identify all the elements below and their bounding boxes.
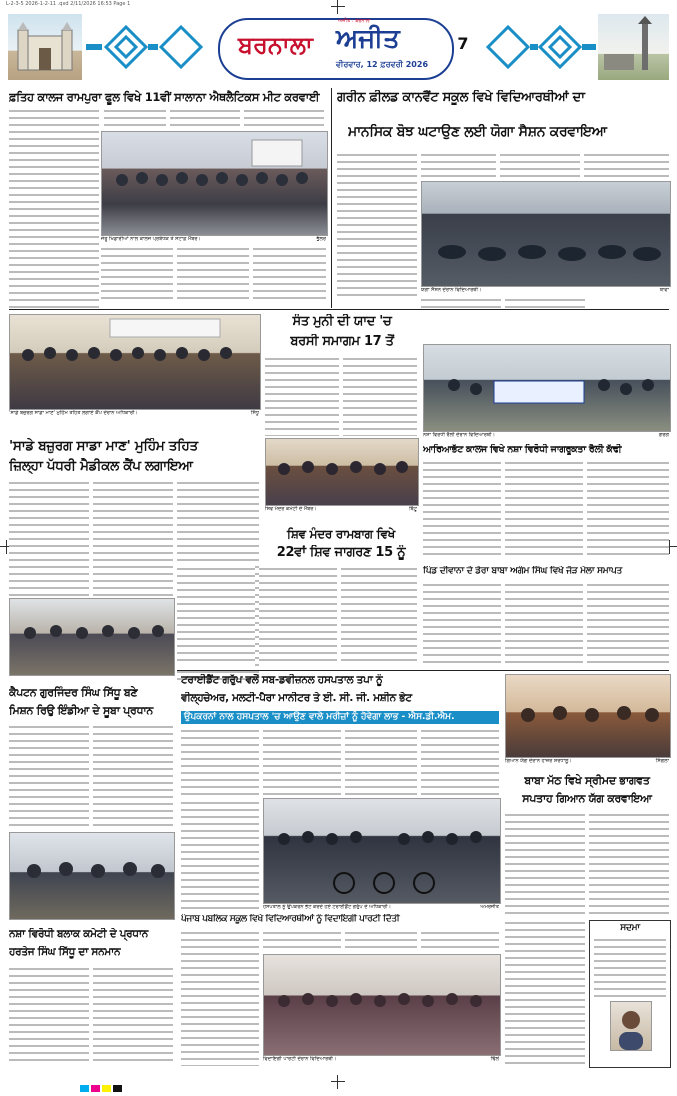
caption-text: ਜੇਤੂ ਖਿਡਾਰੀਆਂ ਨਾਲ ਕਾਲਜ ਪ੍ਰਬੰਧਕ ਤੇ ਸਟਾਫ਼ ਮੈਂਬਰ। <box>101 236 201 242</box>
caption-medical-camp <box>9 410 259 417</box>
body-green-field-1 <box>337 152 417 297</box>
headline-medical-camp: 'ਸਾਡੇ ਬਜ਼ੁਰਗ ਸਾਡਾ ਮਾਣ' ਮੁਹਿੰਮ ਤਹਿਤ <box>9 438 198 454</box>
body-baba-math-2 <box>589 812 669 918</box>
caption-trident <box>263 904 499 911</box>
body-pind-diwana-1 <box>423 582 501 668</box>
kicker-trident: ਉਪਕਰਨਾਂ ਨਾਲ ਹਸਪਤਾਲ 'ਚ ਆਉਣ ਵਾਲੇ ਮਰੀਜ਼ਾਂ ਨੂੰ ਹੋਵੇਗਾ ਲਾਭ - ਐਸ.ਡੀ.ਐਮ. <box>181 711 499 724</box>
photo-credit: ਗਰਗ <box>658 432 669 438</box>
registration-mark-top <box>331 0 345 14</box>
body-fateh-college-2 <box>104 108 166 130</box>
headline-green-field-2: ਮਾਨਸਿਕ ਬੋਝ ਘਟਾਉਣ ਲਈ ਯੋਗਾ ਸੈਸ਼ਨ ਕਰਵਾਇਆ <box>348 124 607 140</box>
body-shiv-mandir-2 <box>259 566 337 666</box>
body-fateh-college-1 <box>9 108 99 308</box>
body-punjab-public-4 <box>421 930 499 952</box>
body-rally-2 <box>505 460 583 560</box>
rally-banner-icon <box>424 345 670 431</box>
caption-green-field <box>421 287 669 294</box>
yoga-students-icon <box>422 182 670 286</box>
body-shiv-mandir-1 <box>177 566 255 666</box>
column-rule <box>331 88 332 308</box>
section-rule <box>9 309 669 310</box>
section-rule-2 <box>177 670 669 671</box>
masthead-edition-tag: ਅਜੀਤ : ਬਰਨਾਲਾ <box>338 18 371 24</box>
headline-green-field: ਗਰੀਨ ਫ਼ੀਲਡ ਕਾਨਵੈਂਟ ਸਕੂਲ ਵਿਖੇ ਵਿਦਿਆਰਥੀਆਂ ਦਾ <box>337 90 585 105</box>
masthead <box>8 14 669 82</box>
photo-rally <box>423 344 671 432</box>
caption-shiv-mandir <box>265 506 417 513</box>
body-shiv-mandir-3 <box>341 566 417 666</box>
headline-punjab-public: ਪੰਜਾਬ ਪਬਲਿਕ ਸਕੂਲ ਵਿਖੇ ਵਿਦਿਆਰਥੀਆਂ ਨੂੰ ਵਿਦਾਇਗੀ ਪਾਰਟੀ ਦਿੱਤੀ <box>181 914 400 924</box>
photo-credit: ਬਾਵਾ <box>659 287 669 293</box>
masthead-date: ਵੀਰਵਾਰ, 12 ਫ਼ਰਵਰੀ 2026 <box>336 60 429 69</box>
body-pind-diwana-3 <box>587 582 669 668</box>
body-nasha-committee-2 <box>93 966 173 1066</box>
photo-green-field <box>421 181 671 287</box>
headline-nasha-committee: ਨਸ਼ਾ ਵਿਰੋਧੀ ਬਲਾਕ ਕਮੇਟੀ ਦੇ ਪ੍ਰਧਾਨ <box>9 928 148 940</box>
phulkari-pattern-right <box>478 14 598 80</box>
obituary-photo <box>610 1001 652 1051</box>
body-punjab-public-1 <box>181 930 259 1066</box>
obituary-title: ਸਦਮਾ <box>620 923 640 933</box>
caption-text: ਯੋਗਾ ਸੈਸ਼ਨ ਦੌਰਾਨ ਵਿਦਿਆਰਥੀ। <box>421 287 482 293</box>
camp-group-icon <box>10 315 260 409</box>
body-punjab-public-2 <box>263 930 341 952</box>
tower-icon <box>598 14 669 80</box>
color-bar <box>80 1077 124 1096</box>
masthead-photo-left <box>8 14 82 80</box>
group-photo-icon <box>102 132 327 235</box>
caption-punjab-public <box>263 1056 499 1063</box>
body-fateh-college-3 <box>170 108 240 130</box>
caption-baba-math <box>505 758 669 765</box>
body-rally-1 <box>423 460 501 560</box>
photo-credit: ਢਿੱਲੋਂ <box>490 1056 499 1062</box>
body-trident-4 <box>421 728 499 798</box>
body-captain-1 <box>9 724 89 830</box>
photo-punjab-public <box>263 954 501 1056</box>
obituary-text <box>594 937 666 997</box>
caption-text: ਸ਼ਿਵ ਮੰਦਰ ਕਮੇਟੀ ਦੇ ਮੈਂਬਰ। <box>265 506 317 512</box>
photo-shiv-mandir <box>265 438 419 506</box>
masthead-photo-right <box>598 14 669 80</box>
body-captain-2 <box>93 724 173 830</box>
body-fateh-college-4 <box>244 108 324 130</box>
body-baba-math-1 <box>505 812 585 918</box>
committee-icon <box>266 439 418 505</box>
caption-rally <box>423 432 669 439</box>
caption-fateh-college <box>101 236 326 243</box>
caption-text: ਹਸਪਤਾਲ ਨੂੰ ਉਪਕਰਨ ਭੇਟ ਕਰਦੇ ਹੋਏ ਟਰਾਈਡੈਂਟ ਗਰੁੱਪ ਦੇ ਅਧਿਕਾਰੀ। <box>263 904 391 910</box>
registration-mark-bottom <box>331 1075 345 1089</box>
photo-medical-camp <box>9 314 261 410</box>
phulkari-pattern-left <box>86 14 216 80</box>
headline-shiv-mandir-2: 22ਵਾਂ ਸ਼ਿਵ ਜਾਗਰਣ 15 ਨੂੰ <box>276 545 406 560</box>
photo-credit: ਅਮਰਜੀਤ <box>480 904 499 910</box>
body-trident-2 <box>263 728 341 798</box>
body-trident-3 <box>345 728 417 798</box>
body-green-field-6 <box>505 297 585 309</box>
body-sant-muni-1 <box>265 356 339 436</box>
photo-credit: ਬਿੱਟੂ <box>409 506 417 512</box>
photo-credit: ਭੁੱਲਰ <box>316 236 326 242</box>
body-green-field-5 <box>421 297 501 309</box>
body-medical-camp-2 <box>93 480 173 596</box>
body-pind-diwana-2 <box>505 582 583 668</box>
headline-nasha-committee-2: ਹਰਤੇਜ ਸਿੰਘ ਸਿੱਧੂ ਦਾ ਸਨਮਾਨ <box>9 946 121 958</box>
body-trident-5 <box>181 800 259 912</box>
body-nasha-committee-1 <box>9 966 89 1066</box>
headline-trident: ਟਰਾਈਡੈਂਟ ਗਰੁੱਪ ਵਲੋਂ ਸਬ-ਡਵੀਜ਼ਨਲ ਹਸਪਤਾਲ ਤਪਾ ਨੂੰ <box>181 674 383 686</box>
body-green-field-3 <box>500 152 580 180</box>
page-number: 7 <box>457 34 469 53</box>
body-fateh-college-6 <box>177 246 249 304</box>
headline-sant-muni-2: ਬਰਸੀ ਸਮਾਗਮ 17 ਤੋਂ <box>290 334 394 349</box>
photo-baba-math <box>505 674 671 758</box>
caption-text: ਨਸ਼ਾ ਵਿਰੋਧੀ ਰੈਲੀ ਦੌਰਾਨ ਵਿਦਿਆਰਥੀ। <box>423 432 495 438</box>
photo-credit: ਸਿੰਗਲਾ <box>655 758 669 764</box>
headline-baba-math-2: ਸਪਤਾਹ ਗਿਆਨ ਯੱਗ ਕਰਵਾਇਆ <box>522 792 652 805</box>
headline-rally: ਆਰਿਆਭੱਟ ਕਾਲਜ ਵਿਖੇ ਨਸ਼ਾ ਵਿਰੋਧੀ ਜਾਗਰੂਕਤਾ ਰੈਲੀ ਕੱਢੀ <box>423 444 622 455</box>
gate-icon <box>8 14 82 80</box>
photo-fateh-college <box>101 131 328 236</box>
headline-medical-camp-2: ਜ਼ਿਲ੍ਹਾ ਪੱਧਰੀ ਮੈਡੀਕਲ ਕੈਂਪ ਲਗਾਇਆ <box>9 458 193 474</box>
body-green-field-4 <box>584 152 669 180</box>
headline-captain-2: ਮਿਸ਼ਨ ਰਿਉ ਇੰਡੀਆ ਦੇ ਸੂਬਾ ਪ੍ਰਧਾਨ <box>9 704 153 717</box>
body-fateh-college-5 <box>101 246 173 304</box>
body-rally-3 <box>587 460 669 560</box>
photo-trident <box>263 798 501 904</box>
masthead-city: ਬਰਨਾਲਾ <box>238 30 313 59</box>
wheelchair-icon <box>264 799 500 903</box>
photo-captain <box>9 832 175 920</box>
students-icon <box>264 955 500 1055</box>
headline-fateh-college: ਫ਼ਤਿਹ ਕਾਲਜ ਰਾਮਪੁਰਾ ਫੂਲ ਵਿਖੇ 11ਵੀਂ ਸਾਲਾਨਾ ਐਥਲੈਟਿਕਸ ਮੀਟ ਕਰਵਾਈ <box>9 90 320 104</box>
caption-text: 'ਸਾਡੇ ਬਜ਼ੁਰਗ ਸਾਡਾ ਮਾਣ' ਮੁਹਿੰਮ ਤਹਿਤ ਲਗਾਏ ਕੈਂਪ ਦੌਰਾਨ ਅਧਿਕਾਰੀ। <box>9 410 138 416</box>
body-sant-muni-2 <box>343 356 417 436</box>
photo-credit: ਸਿੱਧੂ <box>250 410 259 416</box>
obituary-box <box>589 920 671 1068</box>
body-fateh-college-7 <box>253 246 326 304</box>
headline-sant-muni: ਸੰਤ ਮੁਨੀ ਦੀ ਯਾਦ 'ਚ <box>292 314 392 329</box>
headline-captain: ਕੈਪਟਨ ਗੁਰਜਿੰਦਰ ਸਿੰਘ ਸਿੱਧੂ ਬਣੇ <box>9 686 138 699</box>
masthead-paper: ਅਜੀਤ <box>336 24 400 54</box>
print-slug: L-2-3-5 2026-1-2-11 .qxd 2/11/2026 16:53 Page 1 <box>6 1 131 7</box>
caption-text: ਵਿਦਾਇਗੀ ਪਾਰਟੀ ਦੌਰਾਨ ਵਿਦਿਆਰਥੀ। <box>263 1056 337 1062</box>
portrait-icon <box>611 1002 651 1050</box>
felicitation-icon <box>10 833 174 919</box>
headline-trident-2: ਵੀਲ੍ਹਚੇਅਰ, ਮਲਟੀ-ਪੈਰਾ ਮਾਨੀਟਰ ਤੇ ਈ. ਸੀ. ਜੀ. ਮਸ਼ੀਨ ਭੇਟ <box>181 692 412 704</box>
headline-baba-math: ਬਾਬਾ ਮੱਠ ਵਿਖੇ ਸ੍ਰੀਮਦ ਭਾਗਵਤ <box>524 774 650 787</box>
body-green-field-2 <box>421 152 496 180</box>
devotees-icon <box>506 675 670 757</box>
doctors-icon <box>10 599 174 675</box>
body-medical-camp-1 <box>9 480 89 596</box>
body-punjab-public-3 <box>345 930 417 952</box>
masthead-logo <box>218 18 454 80</box>
headline-shiv-mandir: ਸ਼ਿਵ ਮੰਦਰ ਰਾਮਬਾਗ ਵਿਖੇ <box>286 527 395 541</box>
headline-pind-diwana: ਪਿੰਡ ਦੀਵਾਨਾ ਦੇ ਡੇਰਾ ਬਾਬਾ ਅਗੰਮ ਸਿੰਘ ਵਿਖੇ ਜੋੜ ਮੇਲਾ ਸਮਾਪਤ <box>423 566 622 576</box>
body-trident-1 <box>181 728 259 798</box>
caption-text: ਗਿਆਨ ਯੱਗ ਦੌਰਾਨ ਹਾਜ਼ਰ ਸ਼ਰਧਾਲੂ। <box>505 758 572 764</box>
photo-medical-camp-2 <box>9 598 175 676</box>
body-baba-math-3 <box>505 920 585 1066</box>
